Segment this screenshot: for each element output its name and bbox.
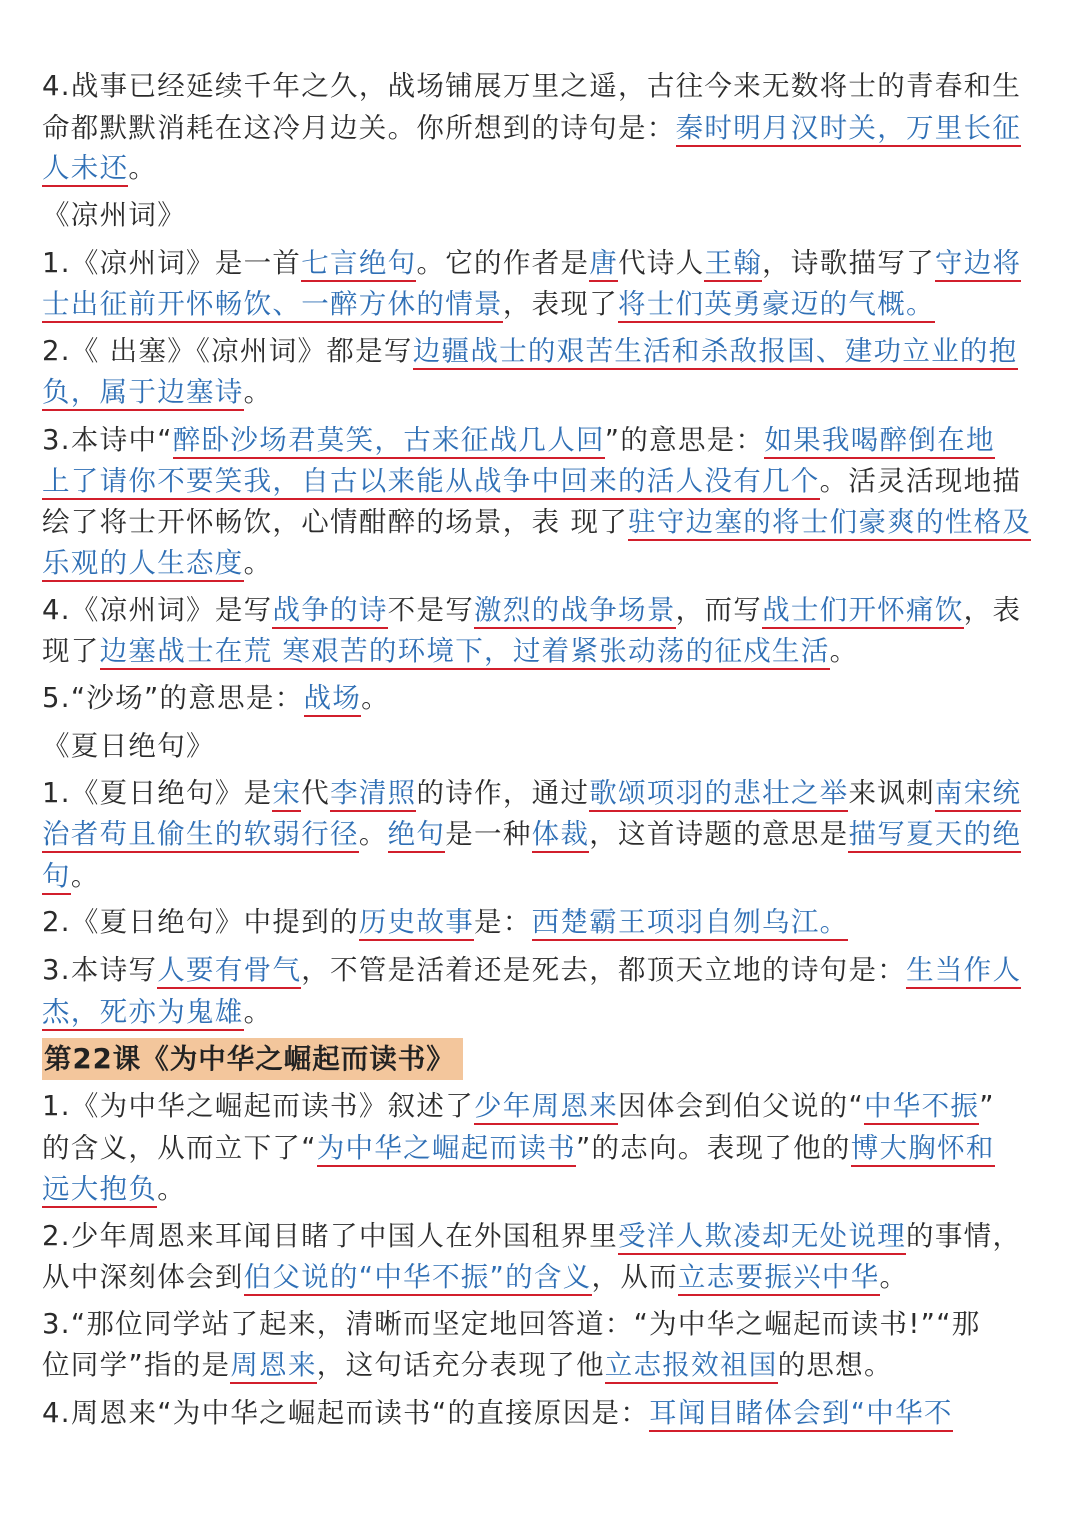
answer-text: 醉卧沙场君莫笑，古来征战几人回 — [173, 424, 605, 459]
text-line — [42, 1257, 908, 1297]
text-line — [42, 590, 1021, 630]
text-segment: 不是写 — [387, 594, 475, 626]
text-segment: 从中深刻体会到 — [42, 1261, 244, 1293]
text-line — [42, 726, 215, 766]
text-segment: 命都默默消耗在这冷月边关。你所想到的诗句是： — [42, 112, 676, 144]
text-line — [42, 1216, 1021, 1256]
text-line — [42, 1345, 893, 1385]
answer-text: 唐 — [589, 247, 618, 282]
text-segment: ，不管是活着还是死去，都顶天立地的诗句是： — [301, 954, 907, 986]
text-segment: 4.战事已经延续千年之久，战场铺展万里之遥，古往今来无数将士的青春和生 — [42, 70, 1022, 102]
text-segment: ”的意思是： — [604, 424, 765, 456]
text-segment: 2.《夏日绝句》中提到的 — [42, 906, 359, 938]
answer-text: 激烈的战争场景 — [474, 594, 676, 629]
text-segment: 。 — [128, 152, 158, 184]
text-segment: ”的志向。表现了他的 — [575, 1132, 851, 1164]
text-segment: 位同学”指的是 — [42, 1349, 231, 1381]
text-line — [42, 243, 1021, 283]
answer-text: 少年周恩来 — [474, 1090, 618, 1125]
text-line — [42, 195, 186, 235]
text-segment: 是： — [474, 906, 532, 938]
answer-text: 守边将 — [935, 247, 1021, 282]
text-segment: ，从而 — [591, 1261, 678, 1293]
text-segment: ，表 — [963, 594, 1022, 626]
text-line — [42, 420, 995, 460]
text-segment: ，这句话充分表现了他 — [316, 1349, 605, 1381]
answer-text: 历史故事 — [359, 906, 474, 941]
text-segment: 。 — [358, 818, 388, 850]
text-segment: 绘了将士开怀畅饮，心情酣醉的场景，表 现了 — [42, 506, 629, 538]
text-segment: 。它的作者是 — [416, 247, 590, 279]
answer-text: 战场 — [304, 682, 362, 717]
text-segment: 。活灵活现地描 — [819, 465, 1022, 497]
text-segment: 4.《凉州词》是写 — [42, 594, 273, 626]
text-line — [42, 773, 1021, 813]
answer-text: 为中华之崛起而读书 — [317, 1132, 576, 1167]
text-segment: 。 — [70, 860, 100, 892]
answer-text: 立志要振兴中华 — [678, 1261, 880, 1296]
answer-text: 七言绝句 — [301, 247, 416, 282]
answer-text: 秦时明月汉时关，万里长征 — [676, 112, 1022, 147]
text-segment: 是一种 — [445, 818, 532, 850]
text-segment: 。 — [879, 1261, 909, 1293]
answer-text: 描写夏天的绝 — [848, 818, 1021, 853]
text-line — [42, 631, 858, 671]
answer-text: 人未还 — [42, 152, 128, 187]
text-segment: ，这首诗题的意思是 — [589, 818, 849, 850]
answer-text: 边疆战士的艰苦生活和杀敌报国、建功立业的抱 — [413, 335, 1018, 370]
text-line — [42, 1086, 995, 1126]
text-line — [42, 814, 1021, 854]
text-segment: 2.少年周恩来耳闻目睹了中国人在外国租界里 — [42, 1220, 619, 1252]
text-line — [42, 950, 1021, 990]
text-segment: 因体会到伯父说的“ — [618, 1090, 864, 1122]
answer-text: 句 — [42, 860, 71, 895]
text-line — [42, 108, 1021, 148]
text-line — [42, 1169, 186, 1209]
answer-text: 耳闻目睹体会到“中华不 — [649, 1397, 953, 1432]
text-segment: 。 — [157, 1173, 187, 1205]
text-segment: 《凉州词》 — [42, 199, 186, 231]
answer-text: 南宋统 — [935, 777, 1021, 812]
answer-text: 生当作人 — [906, 954, 1021, 989]
text-segment: 代 — [301, 777, 331, 809]
text-line — [42, 331, 1018, 371]
text-segment: 。 — [243, 376, 273, 408]
text-segment: 5.“沙场”的意思是： — [42, 682, 304, 714]
answer-text: 立志报效祖国 — [605, 1349, 778, 1384]
text-segment: 来讽刺 — [848, 777, 935, 809]
text-line — [42, 148, 157, 188]
text-line — [42, 502, 1031, 542]
text-segment: 。 — [829, 635, 859, 667]
answer-text: 战士们开怀痛饮 — [762, 594, 964, 629]
text-segment: ” — [979, 1090, 995, 1122]
answer-text: 周恩来 — [230, 1349, 316, 1384]
text-line — [42, 372, 272, 412]
text-segment: 的事情， — [906, 1220, 1022, 1252]
text-line — [42, 66, 1021, 106]
answer-text: 李清照 — [330, 777, 416, 812]
answer-text: 上了请你不要笑我，自古以来能从战争中回来的活人没有几个 — [42, 465, 820, 500]
answer-text: 治者苟且偷生的软弱行径 — [42, 818, 359, 853]
text-segment: 《夏日绝句》 — [42, 730, 215, 762]
answer-text: 中华不振 — [864, 1090, 979, 1125]
answer-text: 士出征前开怀畅饮、一醉方休的情景 — [42, 288, 503, 323]
text-segment: ，而写 — [675, 594, 763, 626]
text-segment: 。 — [361, 682, 390, 714]
text-line — [42, 992, 272, 1032]
text-line — [42, 856, 100, 896]
answer-text: 博大胸怀和 — [851, 1132, 995, 1167]
text-segment: 代诗人 — [618, 247, 705, 279]
answer-text: 驻守边塞的将士们豪爽的性格及 — [628, 506, 1031, 541]
text-segment: 1.《为中华之崛起而读书》叙述了 — [42, 1090, 475, 1122]
answer-text: 乐观的人生态度 — [42, 547, 244, 582]
text-segment: 4.周恩来“为中华之崛起而读书“的直接原因是： — [42, 1397, 650, 1429]
text-segment: 3.本诗写 — [42, 954, 158, 986]
answer-text: 伯父说的“中华不振”的含义 — [244, 1261, 592, 1296]
text-segment: ，表现了 — [502, 288, 619, 320]
answer-text: 边塞战士在荒 寒艰苦的环境下，过着紧张动荡的征戍生活 — [100, 635, 830, 670]
answer-text: 王翰 — [704, 247, 762, 282]
text-segment: 1.《夏日绝句》是 — [42, 777, 273, 809]
text-line — [42, 461, 1021, 501]
answer-text: 远大抱负 — [42, 1173, 157, 1208]
answer-text: 体裁 — [532, 818, 590, 853]
text-segment: 1.《凉州词》是一首 — [42, 247, 302, 279]
text-segment: 3.“那位同学站了起来，清晰而坚定地回答道：“为中华之崛起而读书!”“那 — [42, 1308, 981, 1340]
text-segment: 的思想。 — [777, 1349, 893, 1381]
text-line — [42, 1304, 981, 1344]
text-line — [42, 902, 848, 942]
answer-text: 战争的诗 — [272, 594, 387, 629]
answer-text: 将士们英勇豪迈的气概。 — [618, 288, 935, 323]
text-line — [42, 284, 935, 324]
answer-text: 负，属于边塞诗 — [42, 376, 244, 411]
text-segment: ，诗歌描写了 — [762, 247, 935, 279]
answer-text: 杰，死亦为鬼雄 — [42, 996, 244, 1031]
answer-text: 受洋人欺凌却无处说理 — [618, 1220, 906, 1255]
answer-text: 如果我喝醉倒在地 — [764, 424, 994, 459]
answer-text: 歌颂项羽的悲壮之举 — [589, 777, 848, 812]
answer-text: 西楚霸王项羽自刎乌江。 — [532, 906, 849, 941]
text-line — [42, 543, 272, 583]
text-segment: 3.本诗中“ — [42, 424, 173, 456]
text-line — [42, 1393, 953, 1433]
text-segment: 2.《 出塞》《凉州词》都是写 — [42, 335, 413, 367]
text-segment: 。 — [243, 547, 273, 579]
text-segment: 。 — [243, 996, 273, 1028]
text-segment: 的含义，从而立下了“ — [42, 1132, 317, 1164]
answer-text: 宋 — [272, 777, 301, 812]
text-segment: 现了 — [42, 635, 100, 667]
text-segment: 的诗作，通过 — [416, 777, 590, 809]
answer-text: 绝句 — [388, 818, 446, 853]
text-line — [42, 678, 390, 718]
answer-text: 人要有骨气 — [157, 954, 301, 989]
lesson-heading: 第22课《为中华之崛起而读书》 — [42, 1038, 463, 1080]
text-line — [42, 1128, 995, 1168]
